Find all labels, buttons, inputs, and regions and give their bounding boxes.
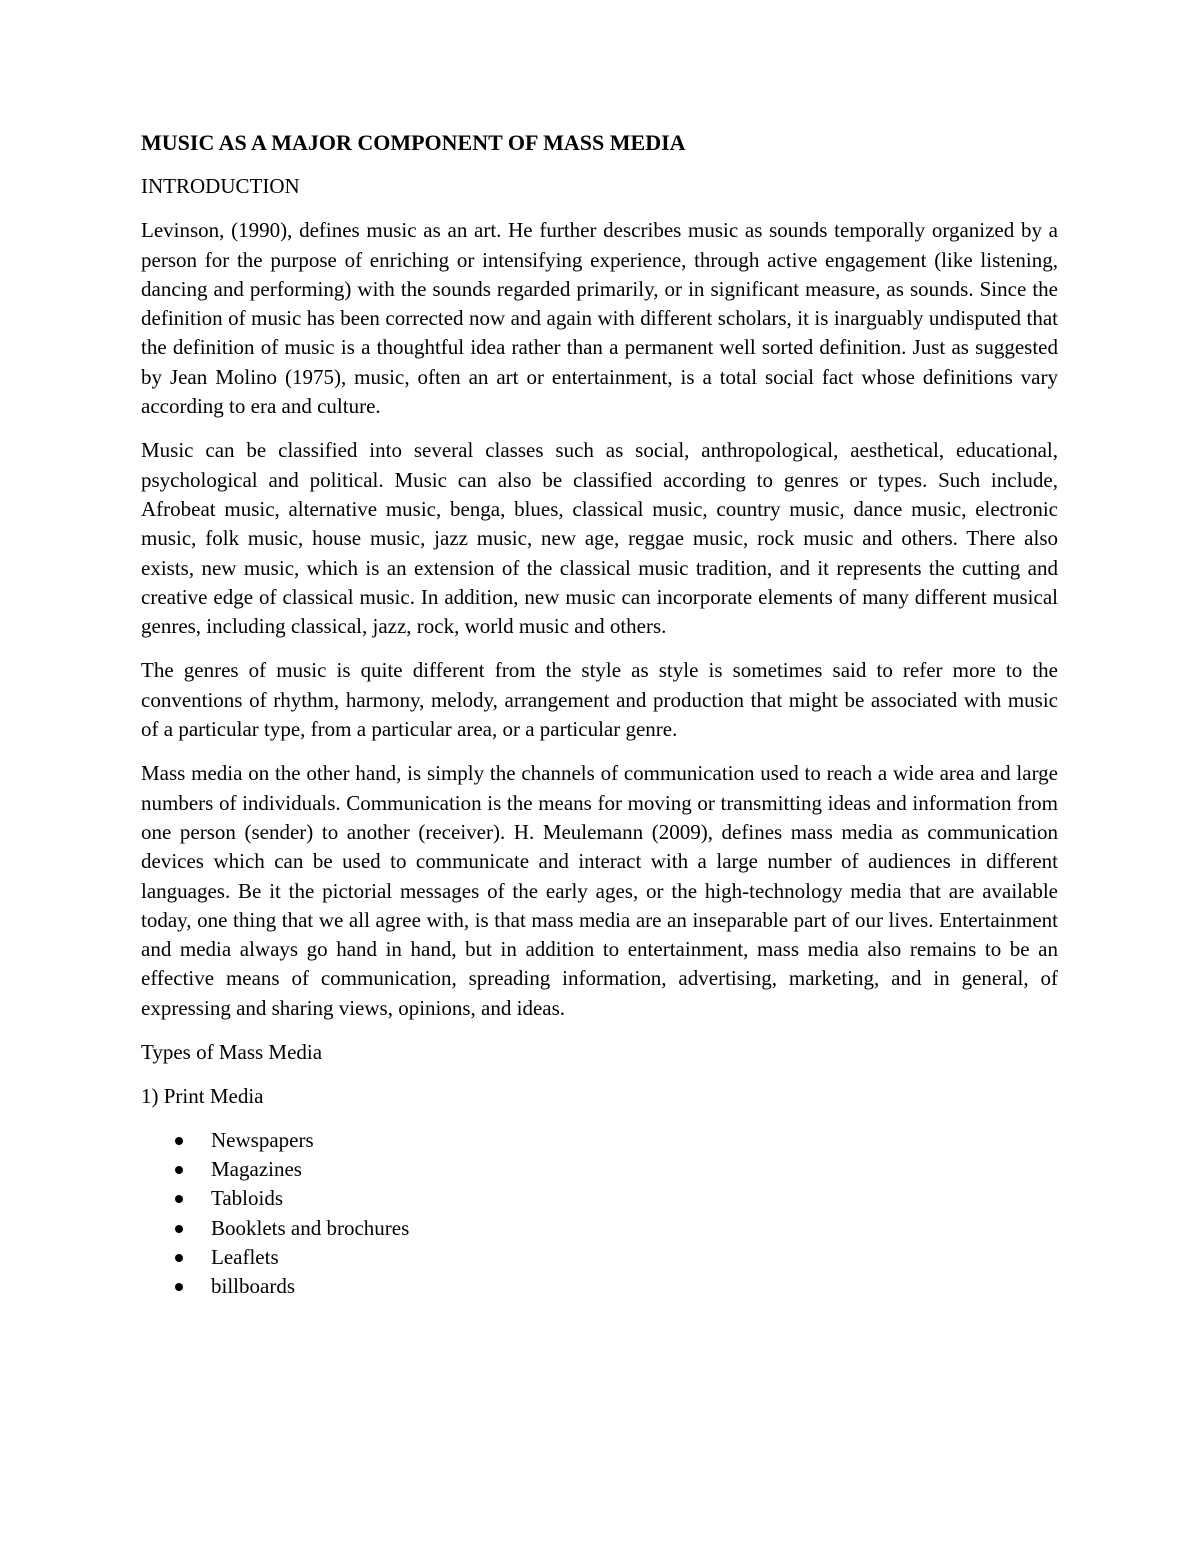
list-item-label: Leaflets [211, 1244, 279, 1269]
bullet-icon [175, 1195, 183, 1203]
bullet-icon [175, 1254, 183, 1262]
paragraph-mass-media: Mass media on the other hand, is simply the channels of communication used to reach a wide area and large numbers of individuals. Communication is the means for moving or transmitting ideas and information from one person (sender) to another (receiver). H. Meulemann (2009), defines mass media as communication devices which can be used to communicate and interact with a large number of audiences in different languages. Be it the pictorial messages of the early ages, or the high-technology media that are available today, one thing that we all agree with, is that mass media are an inseparable part of our lives. Entertainment and media always go hand in hand, but in addition to entertainment, mass media also remains to be an effective means of communication, spreading information, advertising, marketing, and in general, of expressing and sharing views, opinions, and ideas. [141, 761, 1058, 1020]
paragraph-genres-vs-style: The genres of music is quite different from the style as style is sometimes said to refer more to the conventions of rhythm, harmony, melody, arrangement and production that might be associated with music of a particular type, from a particular area, or a particular genre. [141, 658, 1058, 742]
list-item [141, 1184, 1058, 1213]
introduction-heading: INTRODUCTION [141, 174, 300, 198]
paragraph-classes-of-music: Music can be classified into several classes such as social, anthropological, aesthetical, educational, psychological and political. Music can also be classified according to genres or types. Such include, Afrobeat music, alternative music, benga, blues, classical music, country music, dance music, electronic music, folk music, house music, jazz music, new age, reggae music, rock music and others. There also exists, new music, which is an extension of the classical music tradition, and it represents the cutting and creative edge of classical music. In addition, new music can incorporate elements of many different musical genres, including classical, jazz, rock, world music and others. [141, 438, 1058, 639]
list-item [141, 1214, 1058, 1243]
list-item-label: billboards [211, 1274, 295, 1299]
bullet-icon [175, 1137, 183, 1145]
paragraph-definition-of-music: Levinson, (1990), defines music as an art. He further describes music as sounds temporally organized by a person for the purpose of enriching or intensifying experience, through active engagement (like listening, dancing and performing) with the sounds regarded primarily, or in significant measure, as sounds. Since the definition of music has been corrected now and again with different scholars, it is inarguably undisputed that the definition of music is a thoughtful idea rather than a permanent well sorted definition. Just as suggested by Jean Molino (1975), music, often an art or entertainment, is a total social fact whose definitions vary according to era and culture. [141, 218, 1058, 419]
list-item-label: Booklets and brochures [211, 1215, 410, 1240]
list-item [141, 1155, 1058, 1184]
list-item-label: Tabloids [211, 1186, 284, 1211]
bullet-icon [175, 1166, 183, 1174]
document-page [141, 120, 1058, 1301]
document-title: MUSIC AS A MAJOR COMPONENT OF MASS MEDIA [141, 130, 686, 155]
print-media-heading: 1) Print Media [141, 1084, 264, 1109]
bullet-icon [175, 1225, 183, 1233]
list-item [141, 1243, 1058, 1272]
list-item [141, 1272, 1058, 1301]
print-media-list [141, 1126, 1058, 1302]
list-item [141, 1126, 1058, 1155]
types-of-mass-media-heading: Types of Mass Media [141, 1040, 323, 1065]
list-item-label: Magazines [211, 1156, 302, 1181]
list-item-label: Newspapers [211, 1127, 314, 1152]
bullet-icon [175, 1283, 183, 1291]
